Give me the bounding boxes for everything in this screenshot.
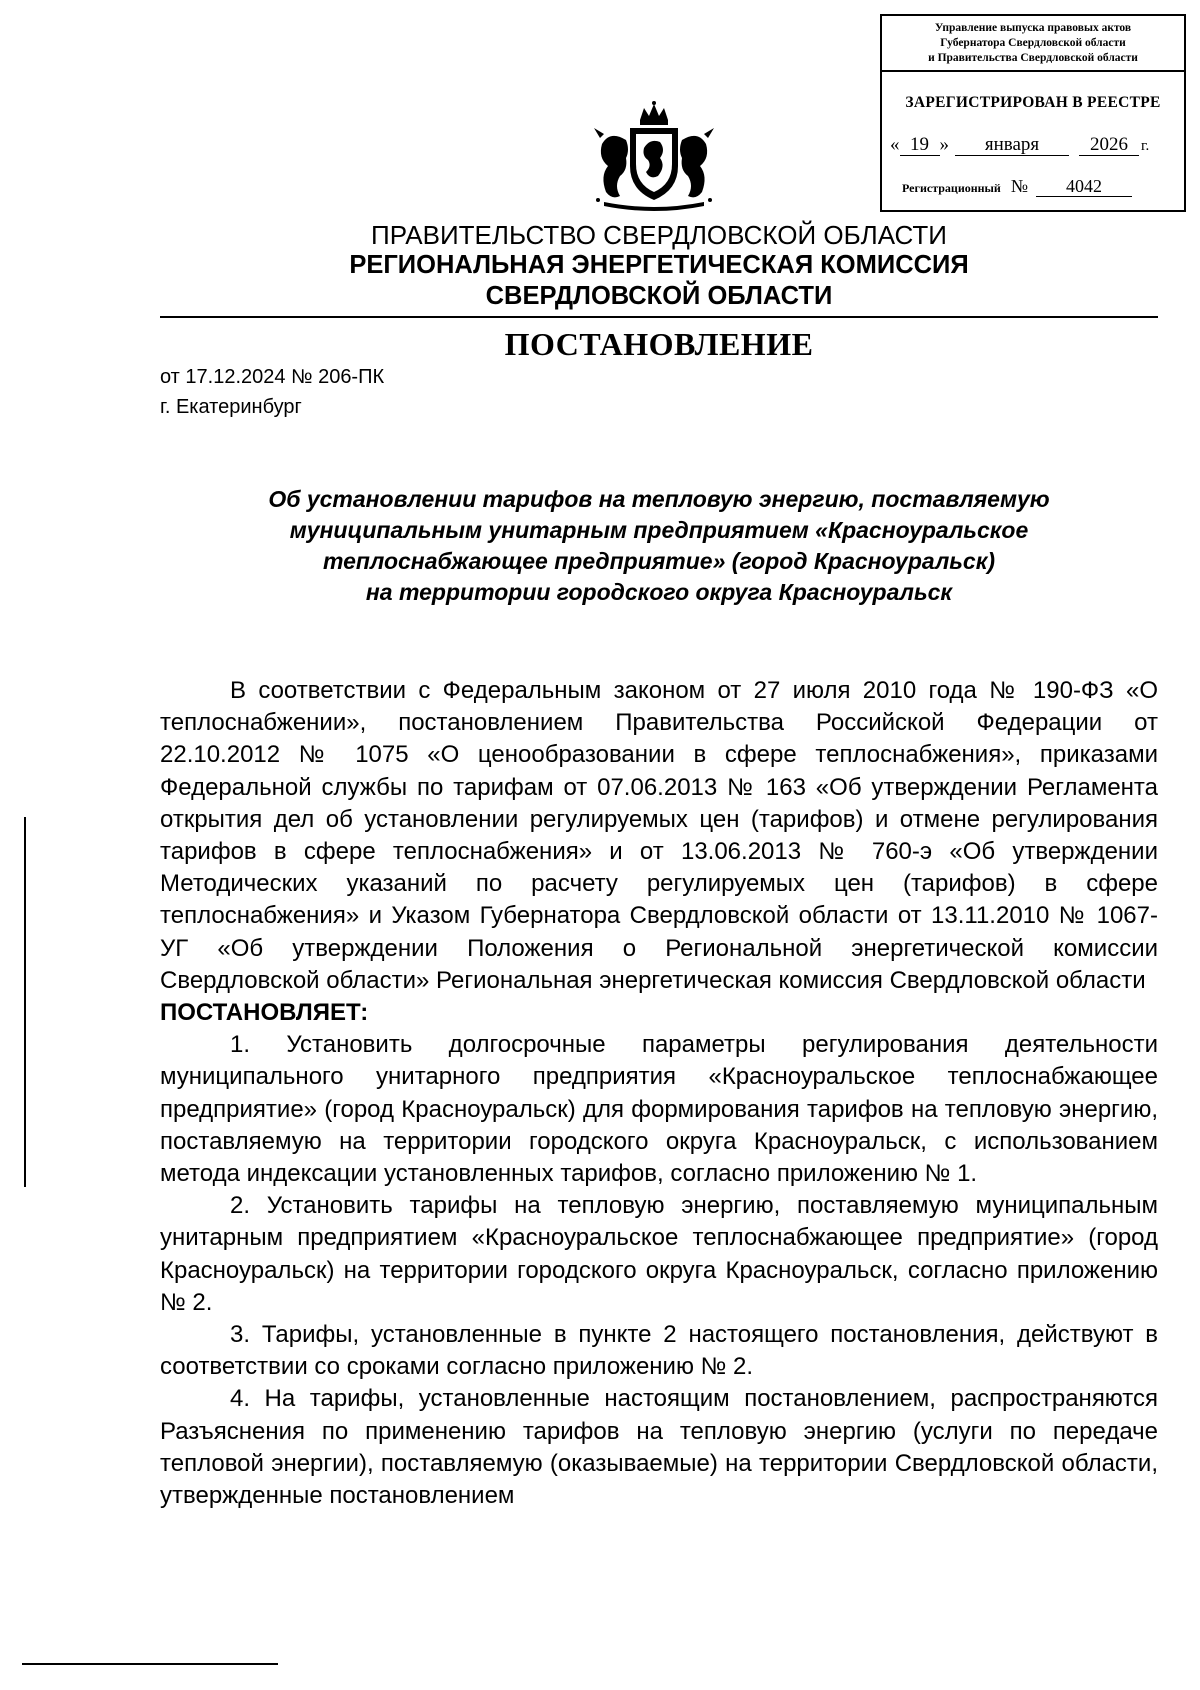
stamp-org-line: и Правительства Свердловской области xyxy=(928,51,1138,64)
subject-line: теплоснабжающее предприятие» (город Красноуральск) xyxy=(322,548,996,574)
stamp-reg-number-row xyxy=(882,176,1184,197)
stamp-org-line: Губернатора Свердловской области xyxy=(940,36,1126,49)
subject-line: на территории городского округа Красноуральск xyxy=(365,579,953,605)
stamp-month: января xyxy=(955,135,1069,156)
document-date-number: от 17.12.2024 № 206-ПК xyxy=(160,366,385,388)
document-meta xyxy=(160,362,384,422)
stamp-year: 2026 xyxy=(1079,135,1139,156)
stamp-quote-open: « xyxy=(890,134,900,155)
item-paragraph: 1. Установить долгосрочные параметры регулирования деятельности муниципального унитарного предприятия «Красноуральское теплоснабжающее предприятие» (город Красноуральск) для формирования тарифов на тепловую энергию, поставляемую на территории городского округа Красноуральск, с использованием метода индексации установленных тарифов, согласно приложению № 1. xyxy=(160,1031,1158,1188)
item-paragraph: 3. Тарифы, установленные в пункте 2 настоящего постановления, действуют в соответствии со сроками согласно приложению № 2. xyxy=(160,1321,1158,1381)
document-body xyxy=(160,675,1158,1512)
item-paragraph: 2. Установить тарифы на тепловую энергию, поставляемую муниципальным унитарным предприятием «Красноуральское теплоснабжающее предприятие» (город Красноуральск) на территории городского округа Красноуральск, согласно приложению № 2. xyxy=(160,1192,1158,1316)
document-city: г. Екатеринбург xyxy=(160,396,302,418)
commission-line: СВЕРДЛОВСКОЙ ОБЛАСТИ xyxy=(485,282,833,310)
stamp-registered-label: ЗАРЕГИСТРИРОВАН В РЕЕСТРЕ xyxy=(905,94,1161,111)
stamp-day: 19 xyxy=(900,135,940,156)
preamble-paragraph: В соответствии с Федеральным законом от 27 июля 2010 года № 190-ФЗ «О теплоснабжении», постановлением Правительства Российской Федерации от 22.10.2012 № 1075 «О ценообразовании в сфере теплоснабжения», приказами Федеральной службы по тарифам от 07.06.2013 № 163 «Об утверждении Регламента открытия дел об установлении регулируемых цен (тарифов) и отмене регулирования тарифов в сфере теплоснабжения» и от 13.06.2013 № 760-э «Об утверждении Методических указаний по расчету регулируемых цен (тарифов) в сфере теплоснабжения» и Указом Губернатора Свердловской области от 13.11.2010 № 1067-УГ «Об утверждении Положения о Региональной энергетической комиссии Свердловской области» Региональная энергетическая комиссия Свердловской области xyxy=(160,677,1158,994)
stamp-reg-label: Регистрационный xyxy=(902,181,1001,195)
item-paragraph: 4. На тарифы, установленные настоящим постановлением, распространяются Разъяснения по применению тарифов на тепловую энергию (услуги по передаче тепловой энергии), поставляемую (оказываемые) на территории Свердловской области, утвержденные постановлением xyxy=(160,1385,1158,1510)
commission-title xyxy=(160,250,1158,312)
stamp-org-line: Управление выпуска правовых актов xyxy=(934,21,1132,34)
document-subject xyxy=(160,484,1158,608)
stamp-quote-close: » xyxy=(939,134,949,155)
stamp-year-suffix: г. xyxy=(1141,138,1150,154)
government-title: ПРАВИТЕЛЬСТВО СВЕРДЛОВСКОЙ ОБЛАСТИ xyxy=(371,220,947,250)
stamp-reg-number: 4042 xyxy=(1036,176,1132,197)
footnote-divider xyxy=(22,1663,278,1665)
margin-mark xyxy=(24,817,26,1187)
stamp-number-sign: № xyxy=(1010,176,1029,196)
subject-line: Об установлении тарифов на тепловую энергию, поставляемую xyxy=(268,486,1050,512)
coat-of-arms-icon xyxy=(580,100,728,212)
registration-stamp xyxy=(880,14,1186,212)
stamp-header xyxy=(882,16,1184,72)
commission-line: РЕГИОНАЛЬНАЯ ЭНЕРГЕТИЧЕСКАЯ КОМИССИЯ xyxy=(349,251,969,279)
subject-line: муниципальным унитарным предприятием «Красноуральское xyxy=(289,517,1029,543)
resolves-heading: ПОСТАНОВЛЯЕТ: xyxy=(160,999,369,1027)
header-divider xyxy=(160,316,1158,318)
stamp-date xyxy=(882,134,1184,156)
document-type: ПОСТАНОВЛЕНИЕ xyxy=(504,326,814,362)
